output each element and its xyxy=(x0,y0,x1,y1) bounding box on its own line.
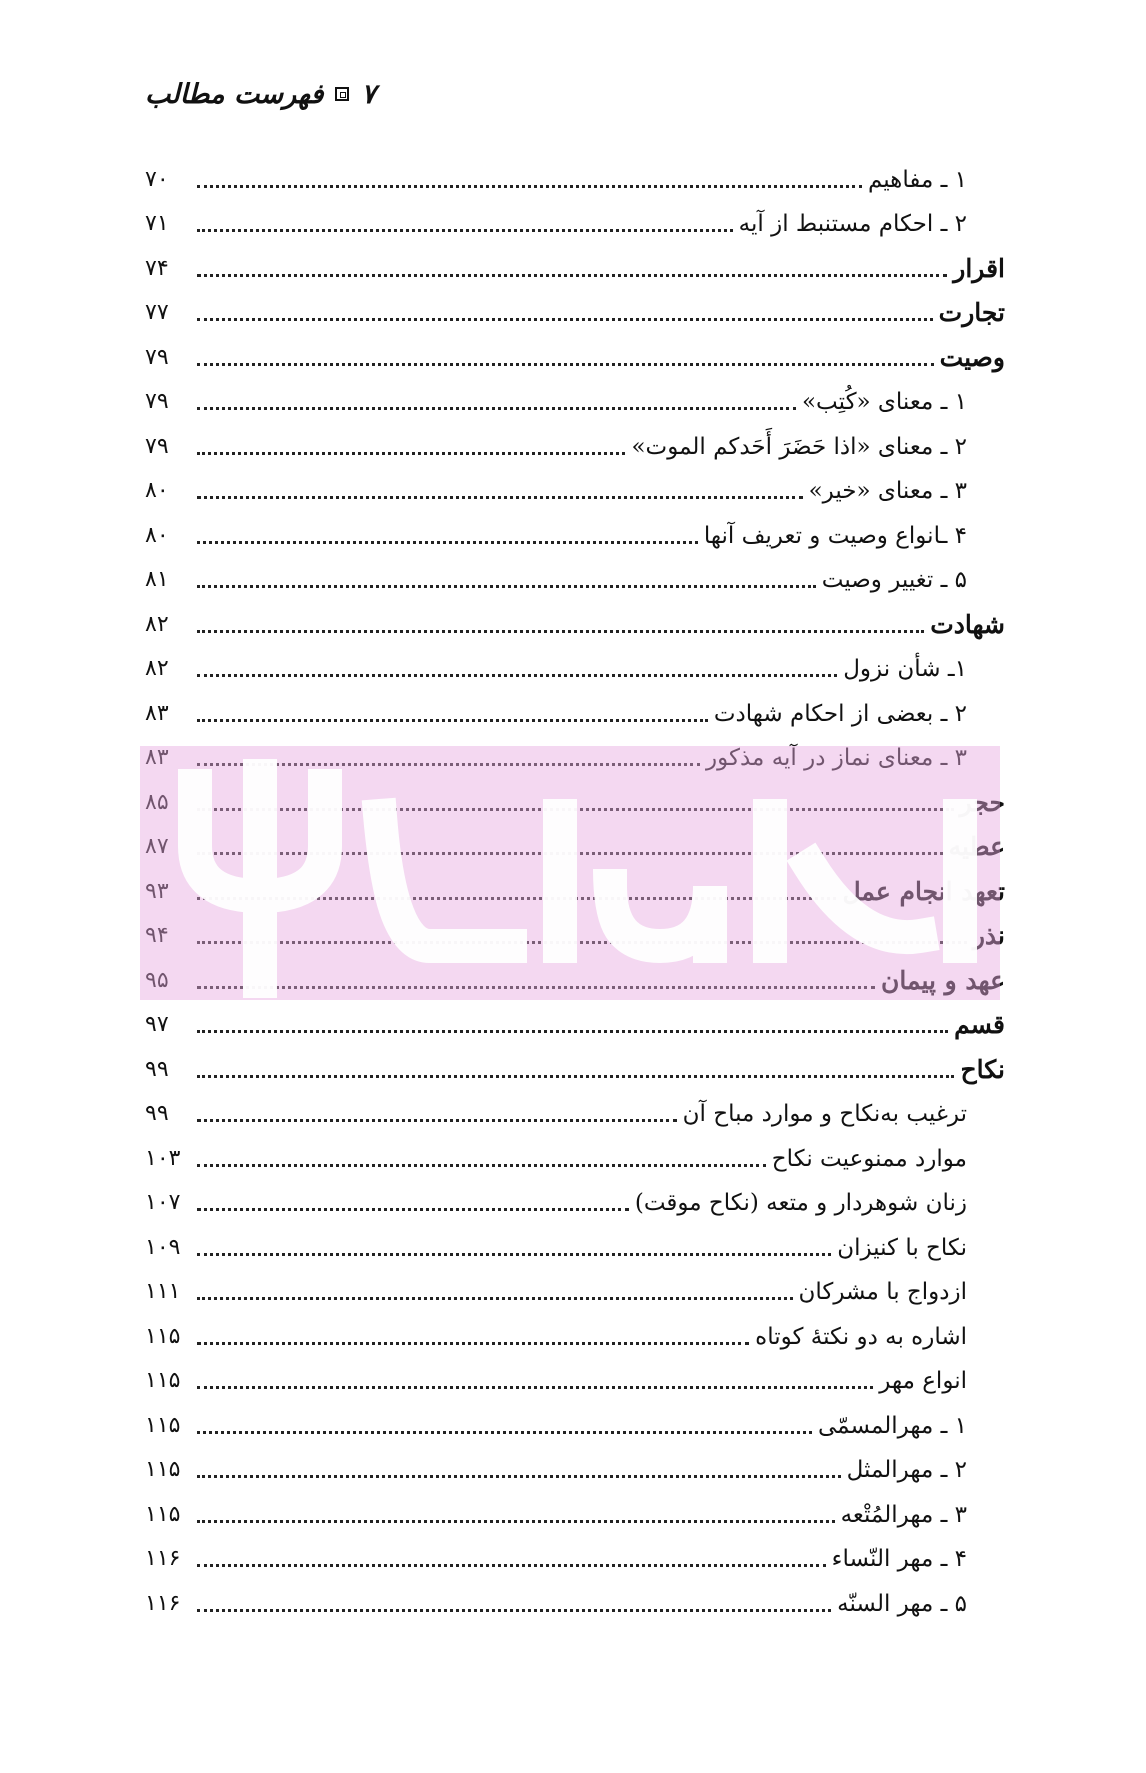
toc-entry-page-number: ۹۴ xyxy=(145,923,169,948)
toc-entry[interactable] xyxy=(145,241,1005,286)
toc-entry[interactable] xyxy=(145,152,1005,197)
toc-entry-page-number: ۱۱۶ xyxy=(145,1546,181,1571)
toc-entry-page-number: ۸۲ xyxy=(145,656,169,681)
toc-entry-page-number: ۹۷ xyxy=(145,1012,169,1037)
toc-entry[interactable] xyxy=(145,1354,1005,1399)
toc-entry-label: ۱ ـ مفاهیم xyxy=(867,166,967,193)
toc-entry-label: شهادت xyxy=(930,609,1005,639)
toc-entry-label: ۲ ـ بعضی از احکام شهادت xyxy=(713,700,967,727)
toc-entry-page-number: ۸۳ xyxy=(145,700,169,726)
toc-entry-page-number: ۹۳ xyxy=(145,878,169,904)
header-page-number: ۷ xyxy=(361,78,376,110)
toc-entry-page-number: ۱۱۵ xyxy=(145,1501,181,1527)
dot-leader xyxy=(197,585,816,588)
toc-entry-label: ۲ ـ احکام مستنبط از آیه xyxy=(738,211,967,237)
dot-leader xyxy=(197,763,700,766)
toc-entry-label: وصیت xyxy=(939,342,1005,372)
toc-entry-label: ۵ ـ تغییر وصیت xyxy=(821,567,967,593)
dot-leader xyxy=(197,986,875,989)
toc-entry-page-number: ۱۰۷ xyxy=(145,1190,181,1215)
dot-leader xyxy=(197,1075,954,1078)
dot-leader xyxy=(197,274,947,277)
toc-entry-page-number: ۷۴ xyxy=(145,255,169,281)
dot-leader xyxy=(197,1253,831,1256)
dot-leader xyxy=(197,407,796,410)
toc-entry-label: ازدواج با مشرکان xyxy=(798,1279,967,1305)
toc-entry-page-number: ۸۰ xyxy=(145,522,169,548)
toc-entry[interactable] xyxy=(145,1443,1005,1488)
toc-entry[interactable] xyxy=(145,1532,1005,1577)
toc-entry-page-number: ۱۱۵ xyxy=(145,1368,181,1393)
toc-entry-label: نذر xyxy=(972,921,1005,950)
dot-leader xyxy=(197,1386,873,1389)
toc-entry[interactable] xyxy=(145,820,1005,865)
toc-entry-page-number: ۹۵ xyxy=(145,967,169,993)
toc-entry-label: نکاح xyxy=(960,1054,1005,1084)
toc-entry-page-number: ۱۱۵ xyxy=(145,1457,181,1482)
toc-entry-label: ۵ ـ مهر السنّه xyxy=(837,1590,967,1617)
dot-leader xyxy=(197,452,625,455)
toc-entry[interactable] xyxy=(145,1398,1005,1443)
toc-entry-page-number: ۱۰۹ xyxy=(145,1234,181,1260)
toc-entry[interactable] xyxy=(145,1576,1005,1621)
toc-entry[interactable] xyxy=(145,197,1005,242)
dot-leader xyxy=(197,363,934,366)
toc-entry-label: ۳ ـ معنای «خیر» xyxy=(808,478,967,504)
toc-entry-page-number: ۸۳ xyxy=(145,745,169,770)
toc-entry[interactable] xyxy=(145,1042,1005,1087)
toc-entry-page-number: ۸۷ xyxy=(145,834,169,859)
toc-entry-page-number: ۹۹ xyxy=(145,1056,169,1082)
toc-entry[interactable] xyxy=(145,464,1005,509)
toc-entry-label: ۱ ـ معنای «کُتِب» xyxy=(801,389,967,415)
toc-entry-page-number: ۸۱ xyxy=(145,567,169,592)
dot-leader xyxy=(197,897,836,900)
dot-leader xyxy=(197,1297,793,1300)
table-of-contents xyxy=(145,152,1005,1621)
dot-leader xyxy=(197,1520,835,1523)
toc-entry-label: ۴ ـانواع وصیت و تعریف آنها xyxy=(703,522,967,549)
dot-leader xyxy=(197,1119,677,1122)
dot-leader xyxy=(197,1609,831,1612)
toc-entry[interactable] xyxy=(145,1220,1005,1265)
toc-entry[interactable] xyxy=(145,553,1005,598)
toc-entry[interactable] xyxy=(145,1176,1005,1221)
toc-entry-label: اشاره به دو نکتهٔ کوتاه xyxy=(755,1323,967,1350)
toc-entry-label: تعهد انجام عمل xyxy=(842,876,1005,906)
toc-entry-label: زنان شوهردار و متعه (نکاح موقت) xyxy=(634,1190,967,1216)
toc-entry[interactable] xyxy=(145,731,1005,776)
toc-entry-page-number: ۷۹ xyxy=(145,344,169,370)
toc-entry-label: حجر xyxy=(959,787,1005,817)
dot-leader xyxy=(197,1208,629,1211)
toc-entry[interactable] xyxy=(145,1087,1005,1132)
toc-entry[interactable] xyxy=(145,686,1005,731)
dot-leader xyxy=(197,1431,812,1434)
toc-entry-page-number: ۸۵ xyxy=(145,789,169,815)
toc-entry-label: ۲ ـ معنای «اذا حَضَرَ أَحَدکم الموت» xyxy=(631,433,967,460)
toc-entry[interactable] xyxy=(145,1265,1005,1310)
running-header xyxy=(145,72,376,116)
dot-leader xyxy=(197,630,924,633)
toc-entry-page-number: ۷۹ xyxy=(145,389,169,414)
toc-entry-page-number: ۱۱۵ xyxy=(145,1412,181,1438)
toc-entry-label: ۳ ـ مهرالمُتْعه xyxy=(840,1501,967,1528)
toc-entry-page-number: ۱۱۶ xyxy=(145,1590,181,1616)
dot-leader xyxy=(197,496,803,499)
toc-entry-page-number: ۷۰ xyxy=(145,166,169,192)
toc-entry-label: انواع مهر xyxy=(879,1368,967,1394)
toc-entry-page-number: ۱۰۳ xyxy=(145,1145,181,1171)
dot-leader xyxy=(197,541,698,544)
toc-entry-label: عهد و پیمان xyxy=(881,965,1005,995)
toc-entry-page-number: ۱۱۵ xyxy=(145,1323,181,1349)
toc-entry-label: نکاح با کنیزان xyxy=(837,1234,967,1261)
dot-leader xyxy=(197,1342,749,1345)
toc-entry[interactable] xyxy=(145,375,1005,420)
toc-entry[interactable] xyxy=(145,864,1005,909)
toc-entry-label: موارد ممنوعیت نکاح xyxy=(771,1145,967,1172)
dot-leader xyxy=(197,229,733,232)
dot-leader xyxy=(197,1030,948,1033)
toc-entry[interactable] xyxy=(145,597,1005,642)
toc-entry[interactable] xyxy=(145,998,1005,1043)
toc-entry-page-number: ۷۱ xyxy=(145,211,169,236)
toc-entry[interactable] xyxy=(145,953,1005,998)
toc-entry-label: اقرار xyxy=(953,253,1005,283)
dot-leader xyxy=(197,318,933,321)
toc-entry-page-number: ۱۱۱ xyxy=(145,1279,181,1304)
toc-entry-label: ۴ ـ مهر النّساء xyxy=(831,1546,967,1572)
toc-entry-page-number: ۸۲ xyxy=(145,611,169,637)
dot-leader xyxy=(197,1164,766,1167)
toc-entry[interactable] xyxy=(145,642,1005,687)
toc-entry-page-number: ۸۰ xyxy=(145,478,169,503)
square-ornament-icon xyxy=(335,87,349,101)
dot-leader xyxy=(197,808,954,811)
toc-entry[interactable] xyxy=(145,330,1005,375)
toc-entry-page-number: ۷۷ xyxy=(145,300,169,325)
toc-entry-label: قسم xyxy=(954,1010,1005,1039)
toc-entry[interactable] xyxy=(145,286,1005,331)
toc-entry[interactable] xyxy=(145,508,1005,553)
dot-leader xyxy=(197,1564,826,1567)
toc-entry-label: ۱ـ شأن نزول xyxy=(843,656,967,682)
dot-leader xyxy=(197,185,862,188)
toc-entry[interactable] xyxy=(145,1487,1005,1532)
dot-leader xyxy=(197,719,708,722)
toc-entry[interactable] xyxy=(145,775,1005,820)
dot-leader xyxy=(197,852,943,855)
toc-entry-label: ترغیب به‌نکاح و موارد مباح آن xyxy=(682,1101,967,1127)
toc-entry[interactable] xyxy=(145,1309,1005,1354)
toc-entry[interactable] xyxy=(145,909,1005,954)
toc-entry[interactable] xyxy=(145,419,1005,464)
toc-entry[interactable] xyxy=(145,1131,1005,1176)
toc-entry-page-number: ۷۹ xyxy=(145,433,169,459)
toc-entry-label: ۳ ـ معنای نماز در آیه مذکور xyxy=(706,745,967,771)
header-title: فهرست مطالب xyxy=(145,78,324,110)
toc-entry-label: ۱ ـ مهرالمسمّی xyxy=(817,1412,967,1439)
toc-entry-label: تجارت xyxy=(938,298,1005,327)
toc-entry-page-number: ۹۹ xyxy=(145,1101,169,1126)
dot-leader xyxy=(197,1475,841,1478)
toc-entry-label: عطیه xyxy=(948,832,1005,861)
toc-entry-label: ۲ ـ مهرالمثل xyxy=(846,1457,967,1483)
dot-leader xyxy=(197,674,837,677)
dot-leader xyxy=(197,941,967,944)
